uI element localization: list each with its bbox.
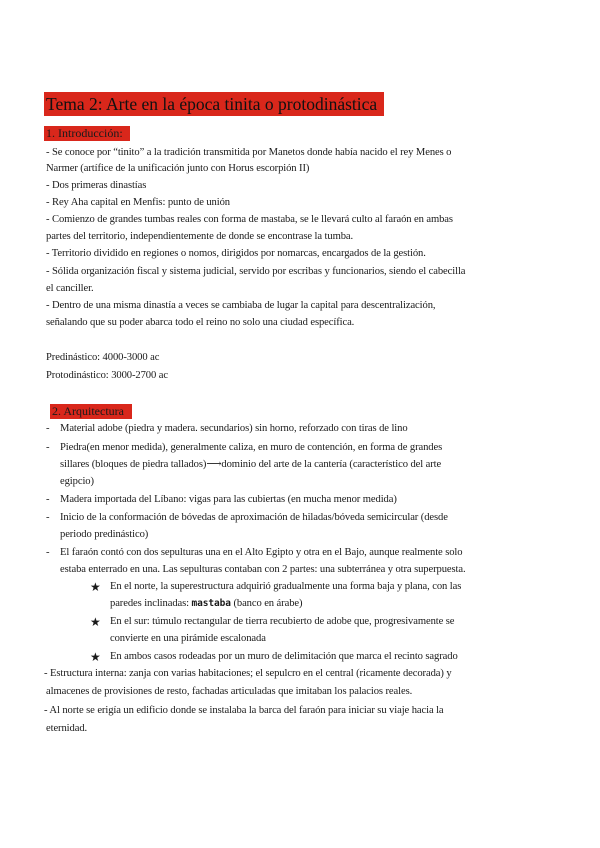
text-line: - Dos primeras dinastías [46, 180, 147, 191]
text-line: señalando que su poder abarca todo el reino no solo una ciudad específica. [46, 317, 355, 328]
text-line: - Sólida organización fiscal y sistema judicial, servido por escribas y funcionarios, siendo el cabecilla [46, 266, 466, 277]
section-heading-arquitectura: 2. Arquitectura [50, 404, 132, 419]
text-line: eternidad. [46, 723, 88, 734]
star-icon: ★ [90, 580, 101, 594]
date-protodinastico: Protodinástico: 3000-2700 ac [46, 370, 168, 381]
text-line: - Territorio dividido en regiones o nomos, dirigidos por nomarcas, encargados de la gestión. [46, 248, 426, 259]
star-item: En el norte, la superestructura adquirió gradualmente una forma baja y plana, con las [110, 581, 462, 592]
star-icon: ★ [90, 615, 101, 629]
text-line: Narmer (artífice de la unificación junto con Horus escorpión II) [46, 163, 310, 174]
star-item-text: (banco en árabe) [230, 598, 303, 609]
date-predinastico: Predinástico: 4000-3000 ac [46, 352, 160, 363]
text-line: almacenes de provisiones de resto, fachadas articuladas que imitaban los palacios reales. [46, 686, 413, 697]
text-line: - Comienzo de grandes tumbas reales con forma de mastaba, se le llevará culto al faraón en ambas [46, 214, 453, 225]
text-line: - Se conoce por “tinito” a la tradición transmitida por Manetos donde había nacido el rey Menes o [46, 147, 452, 158]
text-line: - Estructura interna: zanja con varias habitaciones; el sepulcro en el central (ricamente decorada) y [44, 668, 452, 679]
star-item: En el sur: túmulo rectangular de tierra recubierto de adobe que, progresivamente se [110, 616, 455, 627]
list-item: El faraón contó con dos sepulturas una en el Alto Egipto y otra en el Bajo, aunque realmente solo [60, 547, 463, 558]
list-item: Material adobe (piedra y madera. secundarios) sin horno, reforzado con tiras de lino [60, 423, 408, 434]
star-item-text: paredes inclinadas: [110, 598, 192, 609]
section-heading-introduccion: 1. Introducción: [44, 126, 130, 141]
text-line: - Dentro de una misma dinastía a veces se cambiaba de lugar la capital para descentralización, [46, 300, 436, 311]
star-item: En ambos casos rodeadas por un muro de delimitación que marca el recinto sagrado [110, 651, 458, 662]
list-item-continued: periodo predinástico) [60, 529, 149, 540]
text-line: - Rey Aha capital en Menfis: punto de unión [46, 197, 230, 208]
list-item: Madera importada del Líbano: vigas para las cubiertas (en mucha menor medida) [60, 494, 397, 505]
list-item-continued: egipcio) [60, 476, 94, 487]
bullet-dash: - [46, 547, 50, 558]
star-item-continued [110, 596, 302, 612]
star-item-continued: convierte en una pirámide escalonada [110, 633, 266, 644]
list-item: Piedra(en menor medida), generalmente caliza, en muro de contención, en forma de grandes [60, 442, 443, 453]
text-line: partes del territorio, independientemente de donde se encontrase la tumba. [46, 231, 354, 242]
bullet-dash: - [46, 423, 50, 434]
list-item-continued: sillares (bloques de piedra tallados)⟶dominio del arte de la cantería (característico del arte [60, 459, 442, 470]
text-line: el canciller. [46, 283, 94, 294]
page-title: Tema 2: Arte en la época tinita o protodinástica [44, 92, 384, 116]
bullet-dash: - [46, 442, 50, 453]
list-item: Inicio de la conformación de bóvedas de aproximación de hiladas/bóveda semicircular (desde [60, 512, 448, 523]
list-item-continued: estaba enterrado en una. Las sepulturas contaban con 2 partes: una subterránea y otra superpuesta. [60, 564, 466, 575]
mastaba-term: mastaba [191, 598, 231, 609]
star-icon: ★ [90, 650, 101, 664]
bullet-dash: - [46, 512, 50, 523]
bullet-dash: - [46, 494, 50, 505]
text-line: - Al norte se erigía un edificio donde se instalaba la barca del faraón para iniciar su viaje hacia la [44, 705, 444, 716]
